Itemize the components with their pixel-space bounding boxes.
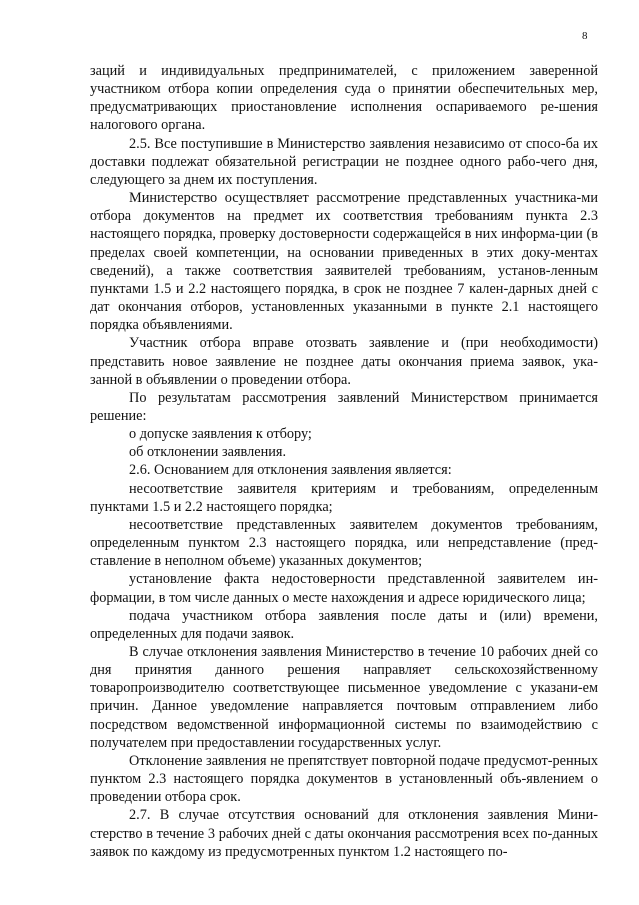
paragraph-decision: По результатам рассмотрения заявлений Министерством принимается решение: <box>90 389 598 424</box>
paragraph-2-6: 2.6. Основанием для отклонения заявления является: <box>129 462 452 479</box>
document-body <box>90 62 598 861</box>
reason-false-info: установление факта недостоверности представленной заявителем ин-формации, в том числе данных о месте нахождения и адресе юридического лица; <box>90 571 598 606</box>
paragraph-continuation: заций и индивидуальных предпринимателей, с приложением заверенной участником отбора копии определения суда о принятии обеспечительных мер, предусматривающих приостановление исполнения оспариваемого ре-шения налогового органа. <box>90 63 598 134</box>
reason-criteria: несоответствие заявителя критериям и требованиям, определенным пунктами 1.5 и 2.2 настоящего порядка; <box>90 480 598 515</box>
reason-documents: несоответствие представленных заявителем документов требованиям, определенным пунктом 2.3 настоящего порядка, или непредставление (пред-ставление в неполном объеме) указанных документов; <box>90 516 598 570</box>
paragraph-2-5: 2.5. Все поступившие в Министерство заявления независимо от спосо-ба их доставки подлежат обязательной регистрации не позднее одного рабо-чего дня, следующего за днем их поступления. <box>90 135 598 188</box>
paragraph-review: Министерство осуществляет рассмотрение представленных участника-ми отбора документов на предмет их соответствия требованиям пункта 2.3 настоящего порядка, проверку достоверности содержащейся в них информа-ции (в пределах своей компетенции, на основании приведенных в этих доку-ментах сведений), а также соответствия заявителей требованиям, установ-ленным пунктами 1.5 и 2.2 настоящего порядка, в срок не позднее 7 кален-дарных дней с дат окончания отборов, установленных указанными в пункте 2.1 настоящего порядка объявлениями. <box>90 190 598 334</box>
page-number: 8 <box>582 30 588 42</box>
decision-option-admit: о допуске заявления к отбору; <box>129 426 312 443</box>
paragraph-2-7: 2.7. В случае отсутствия оснований для отклонения заявления Мини-стерство в течение 3 рабочих дней с даты окончания рассмотрения всех по-данных заявок по каждому из предусмотренных пунктом 1.2 настоящего по- <box>90 807 598 860</box>
paragraph-resubmission: Отклонение заявления не препятствует повторной подаче предусмот-ренных пунктом 2.3 настоящего порядка документов в установленный объ-явлением о проведении отбора срок. <box>90 752 598 806</box>
paragraph-rejection-notice: В случае отклонения заявления Министерство в течение 10 рабочих дней со дня принятия данного решения направляет сельскохозяйственному товаропроизводителю соответствующее письменное уведомление с указани-ем причин. Данное уведомление направляется почтовым отправлением либо посредством ведомственной информационной системы по взаимодействию с получателем при предоставлении государственных услуг. <box>90 644 598 751</box>
reason-late-submission: подача участником отбора заявления после даты и (или) времени, определенных для подачи заявок. <box>90 607 598 642</box>
decision-option-reject: об отклонении заявления. <box>129 444 287 461</box>
paragraph-withdraw: Участник отбора вправе отозвать заявление и (при необходимости) представить новое заявление не позднее даты окончания приема заявок, ука-занной в объявлении о проведении отбора. <box>90 335 598 388</box>
